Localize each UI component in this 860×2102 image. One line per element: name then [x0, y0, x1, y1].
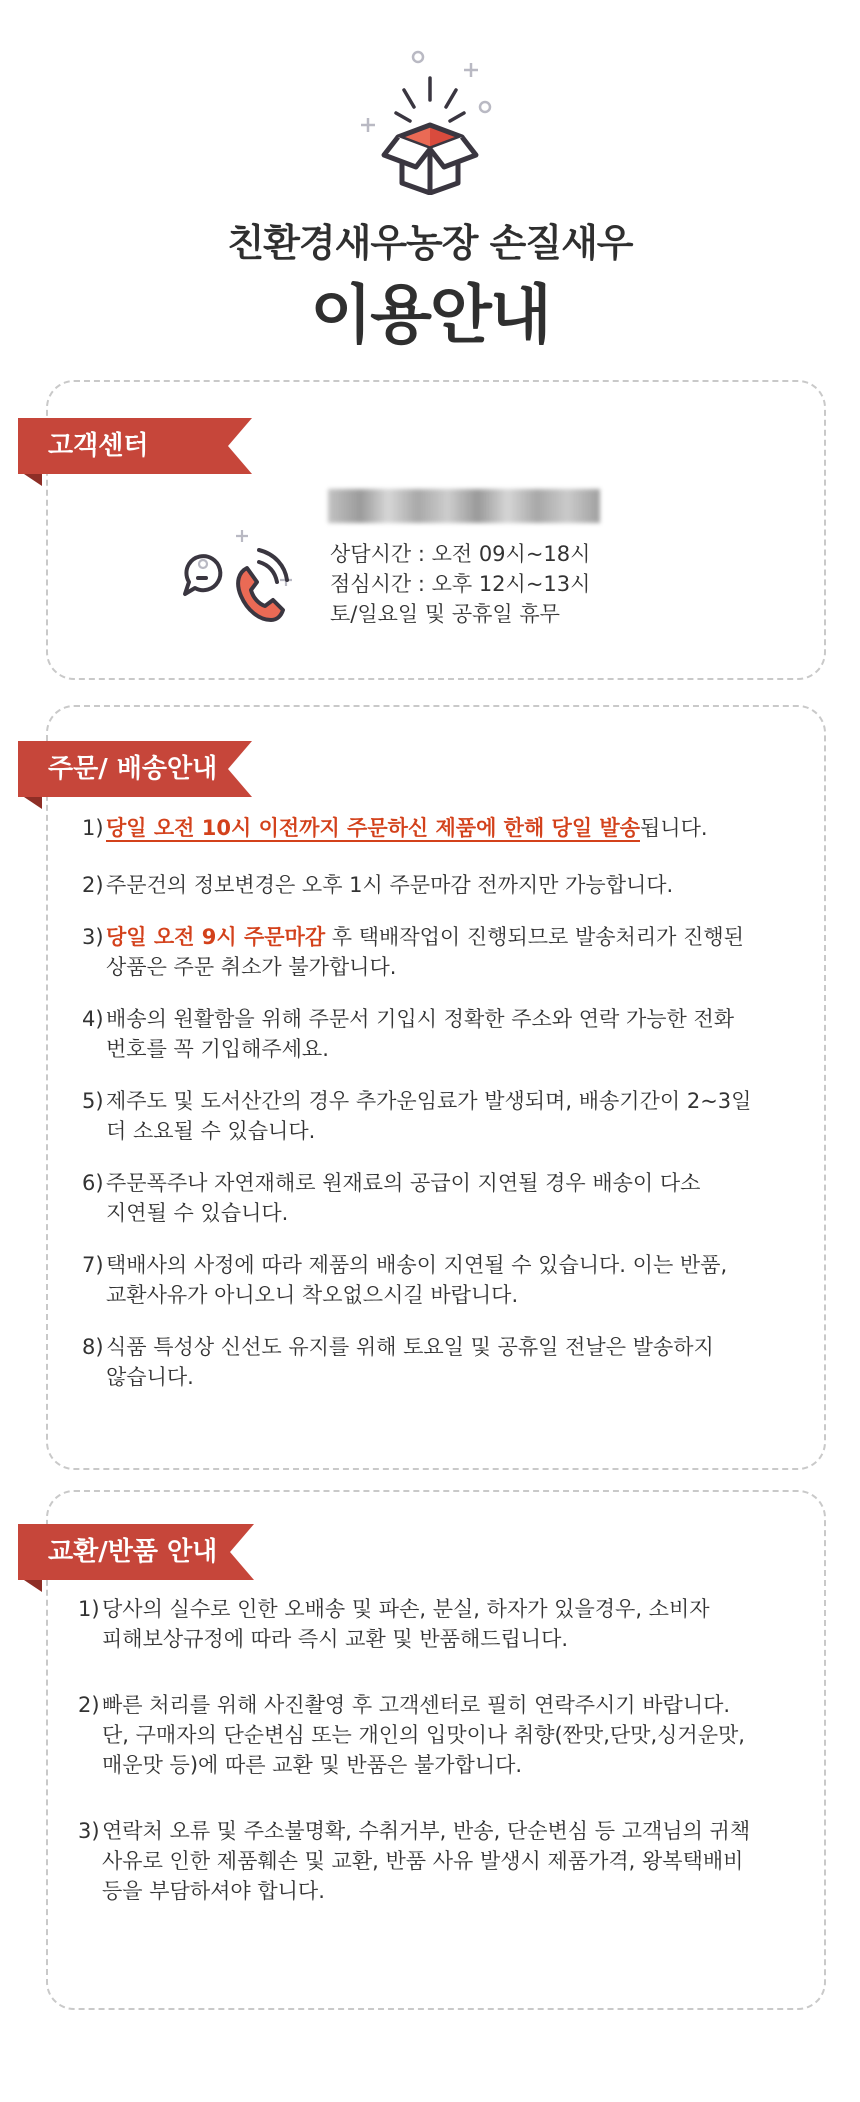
list-item: 1) 당사의 실수로 인한 오배송 및 파손, 분실, 하자가 있을경우, 소비자 피해보상규정에 따라 즉시 교환 및 반품해드립니다.: [78, 1597, 710, 1651]
list-item: 2) 빠른 처리를 위해 사진촬영 후 고객센터로 필히 연락주시기 바랍니다. 단, 구매자의 단순변심 또는 개인의 입맛이나 취향(짠맛,단맛,싱거운맛, 매운맛 등)에 따른 교환 및 반품은 불가합니다.: [78, 1693, 745, 1777]
list-item: 6) 주문폭주나 자연재해로 원재료의 공급이 지연될 경우 배송이 다소 지연될 수 있습니다.: [82, 1171, 701, 1225]
page-header: [0, 0, 860, 360]
list-item: 3) 당일 오전 9시 주문마감 후 택배작업이 진행되므로 발송처리가 진행된 상품은 주문 취소가 불가합니다.: [82, 925, 744, 979]
same-day-shipping-highlight: 당일 오전 10시 이전까지 주문하신 제품에 한해 당일 발송: [106, 816, 641, 840]
section-label-exchange-return: 교환/반품 안내: [18, 1524, 230, 1580]
list-item: 1) 당일 오전 10시 이전까지 주문하신 제품에 한해 당일 발송됩니다.: [82, 816, 708, 840]
section-label-customer-center: 고객센터: [18, 418, 228, 474]
list-item: 7) 택배사의 사정에 따라 제품의 배송이 지연될 수 있습니다. 이는 반품, 교환사유가 아니오니 착오없으시길 바랍니다.: [82, 1253, 728, 1307]
gift-box-icon: [360, 45, 500, 195]
order-cutoff-highlight: 당일 오전 9시 주문마감: [106, 925, 326, 949]
page-subtitle: 친환경새우농장 손질새우: [227, 221, 633, 265]
closed-days: 토/일요일 및 공휴일 휴무: [330, 602, 560, 626]
list-item: 4) 배송의 원활함을 위해 주문서 기입시 정확한 주소와 연락 가능한 전화 번호를 꼭 기입해주세요.: [82, 1007, 735, 1061]
phone-icon: [165, 520, 310, 635]
list-item: 3) 연락처 오류 및 주소불명확, 수취거부, 반송, 단순변심 등 고객님의 귀책 사유로 인한 제품훼손 및 교환, 반품 사유 발생시 제품가격, 왕복택배비 등을 부담하셔야 합니다.: [78, 1819, 751, 1903]
section-label-order-delivery: 주문/ 배송안내: [18, 741, 228, 797]
phone-number-redacted: [328, 489, 600, 523]
list-item: 5) 제주도 및 도서산간의 경우 추가운임료가 발생되며, 배송기간이 2~3일 더 소요될 수 있습니다.: [82, 1089, 752, 1143]
list-item: 8) 식품 특성상 신선도 유지를 위해 토요일 및 공휴일 전날은 발송하지 않습니다.: [82, 1335, 714, 1389]
lunch-hours: 점심시간 : 오후 12시~13시: [330, 572, 591, 596]
page-title: 이용안내: [310, 279, 550, 353]
list-item: 2) 주문건의 정보변경은 오후 1시 주문마감 전까지만 가능합니다.: [82, 873, 674, 897]
consult-hours: 상담시간 : 오전 09시~18시: [330, 542, 591, 566]
